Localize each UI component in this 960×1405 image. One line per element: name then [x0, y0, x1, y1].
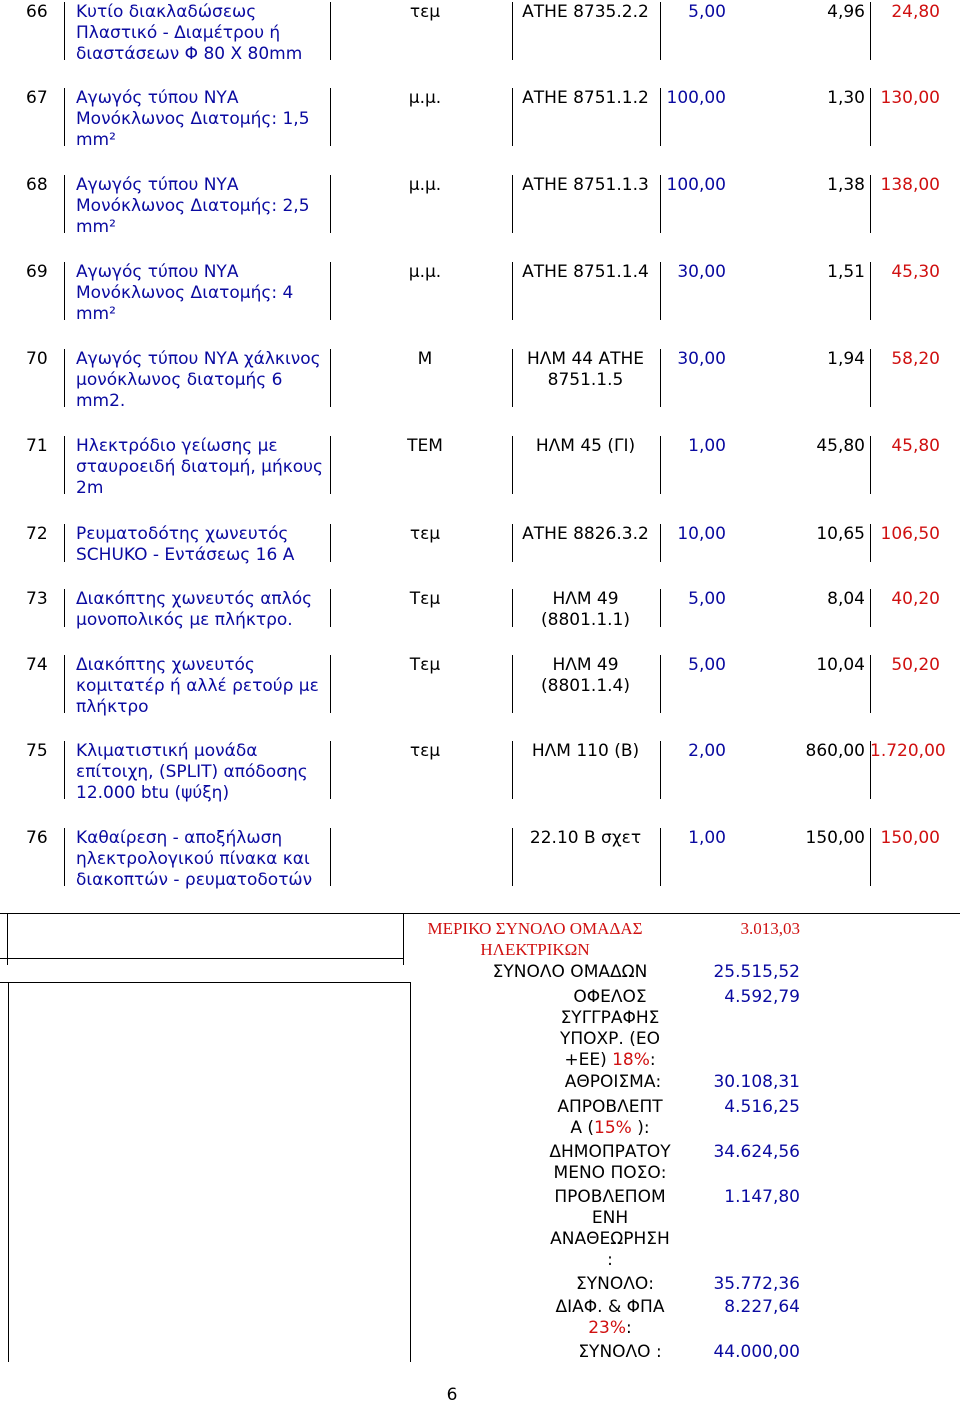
- item-description: Ρευματοδότης χωνευτός SCHUKO - Εντάσεως 16 Α: [76, 524, 295, 565]
- column-divider: [64, 589, 65, 627]
- item-quantity: 5,00: [688, 655, 726, 675]
- column-divider: [660, 88, 661, 146]
- item-number: 69: [26, 262, 48, 282]
- item-code: ΑΤΗΕ 8751.1.2: [522, 88, 649, 108]
- athroisma-label: ΑΘΡΟΙΣΜΑ:: [564, 1072, 662, 1092]
- item-unit-price: 150,00: [805, 828, 865, 848]
- ofelos-label: ΟΦΕΛΟΣ ΣΥΓΓΡΑΦΗΣ ΥΠΟΧΡ. (ΕΟ +ΕΕ) 18%:: [559, 987, 660, 1070]
- item-total: 138,00: [880, 175, 940, 195]
- column-divider: [512, 349, 513, 407]
- item-code: ΑΤΗΕ 8751.1.4: [522, 262, 649, 282]
- column-divider: [870, 349, 871, 407]
- item-total: 45,80: [891, 436, 940, 456]
- column-divider: [512, 2, 513, 60]
- item-total: 40,20: [891, 589, 940, 609]
- item-quantity: 100,00: [666, 175, 726, 195]
- item-number: 66: [26, 2, 48, 22]
- page-number: 6: [446, 1385, 458, 1405]
- item-description: Αγωγός τύπου ΝΥΑ χάλκινος μονόκλωνος διατομής 6 mm2.: [76, 349, 321, 411]
- column-divider: [64, 655, 65, 713]
- column-divider: [64, 175, 65, 233]
- column-divider: [512, 828, 513, 886]
- item-number: 70: [26, 349, 48, 369]
- item-code: ΗΛΜ 45 (ΓΙ): [535, 436, 636, 456]
- column-divider: [64, 741, 65, 799]
- item-number: 67: [26, 88, 48, 108]
- item-unit: Τεμ: [409, 655, 441, 675]
- item-unit: τεμ: [409, 2, 441, 22]
- column-divider: [330, 349, 331, 407]
- item-total: 150,00: [880, 828, 940, 848]
- column-divider: [660, 655, 661, 713]
- table-row: [0, 349, 960, 411]
- aprovlepta-value: 4.516,25: [724, 1097, 800, 1117]
- item-quantity: 100,00: [666, 88, 726, 108]
- item-quantity: 1,00: [688, 436, 726, 456]
- item-number: 75: [26, 741, 48, 761]
- item-quantity: 10,00: [677, 524, 726, 544]
- item-quantity: 1,00: [688, 828, 726, 848]
- column-divider: [660, 2, 661, 60]
- column-divider: [64, 88, 65, 146]
- item-unit-price: 45,80: [816, 436, 865, 456]
- item-unit: Μ: [417, 349, 433, 369]
- summary-inner-rule-2: [0, 982, 410, 983]
- aprovlepta-label: ΑΠΡΟΒΛΕΠΤ Α (15% ):: [557, 1097, 663, 1138]
- summary-left-rule: [7, 913, 8, 965]
- anatheorisi-label: ΠΡΟΒΛΕΠΟΜ ΕΝΗ ΑΝΑΘΕΩΡΗΣΗ :: [550, 1187, 670, 1270]
- item-total: 130,00: [880, 88, 940, 108]
- summary-left-rule-2: [8, 982, 9, 1362]
- item-code: ΗΛΜ 44 ΑΤΗΕ 8751.1.5: [526, 349, 645, 390]
- final-total-label: ΣΥΝΟΛΟ :: [578, 1342, 662, 1362]
- item-unit-price: 4,96: [827, 2, 865, 22]
- summary-mid-rule-2: [410, 982, 411, 1362]
- column-divider: [660, 524, 661, 562]
- fpa-value: 8.227,64: [724, 1297, 800, 1317]
- column-divider: [64, 349, 65, 407]
- partial-total-label: ΜΕΡΙΚΟ ΣΥΝΟΛΟ ΟΜΑΔΑΣ ΗΛΕΚΤΡΙΚΩΝ: [427, 919, 643, 959]
- column-divider: [330, 655, 331, 713]
- item-total: 106,50: [880, 524, 940, 544]
- item-quantity: 5,00: [688, 589, 726, 609]
- column-divider: [660, 262, 661, 320]
- column-divider: [660, 436, 661, 494]
- item-code: 22.10 Β σχετ: [529, 828, 642, 848]
- column-divider: [64, 262, 65, 320]
- column-divider: [870, 175, 871, 233]
- fpa-label: ΔΙΑΦ. & ΦΠΑ 23%:: [555, 1297, 665, 1338]
- column-divider: [512, 655, 513, 713]
- item-quantity: 2,00: [688, 741, 726, 761]
- column-divider: [64, 436, 65, 494]
- table-row: [0, 436, 960, 498]
- item-number: 72: [26, 524, 48, 544]
- summary-inner-rule: [0, 958, 404, 959]
- column-divider: [660, 175, 661, 233]
- column-divider: [870, 88, 871, 146]
- column-divider: [330, 88, 331, 146]
- partial-total-value: 3.013,03: [740, 919, 800, 938]
- item-code: ΑΤΗΕ 8735.2.2: [522, 2, 649, 22]
- item-description: Ηλεκτρόδιο γείωσης με σταυροειδή διατομή, μήκους 2m: [76, 436, 323, 498]
- column-divider: [512, 741, 513, 799]
- item-quantity: 30,00: [677, 262, 726, 282]
- column-divider: [512, 436, 513, 494]
- table-row: [0, 175, 960, 237]
- item-total: 45,30: [891, 262, 940, 282]
- item-unit-price: 8,04: [827, 589, 865, 609]
- column-divider: [870, 655, 871, 713]
- column-divider: [330, 2, 331, 60]
- column-divider: [330, 741, 331, 799]
- table-row: [0, 741, 960, 803]
- column-divider: [512, 589, 513, 627]
- column-divider: [330, 436, 331, 494]
- table-row: [0, 2, 960, 64]
- column-divider: [870, 589, 871, 627]
- column-divider: [512, 524, 513, 562]
- column-divider: [660, 828, 661, 886]
- synolo-value: 35.772,36: [713, 1274, 800, 1294]
- table-row: [0, 589, 960, 631]
- column-divider: [870, 524, 871, 562]
- column-divider: [512, 175, 513, 233]
- item-unit: τεμ: [409, 741, 441, 761]
- column-divider: [660, 349, 661, 407]
- item-code: ΗΛΜ 49 (8801.1.1): [541, 589, 630, 630]
- column-divider: [330, 524, 331, 562]
- item-code: ΗΛΜ 49 (8801.1.4): [541, 655, 630, 696]
- item-total: 24,80: [891, 2, 940, 22]
- column-divider: [870, 2, 871, 60]
- column-divider: [330, 175, 331, 233]
- item-total: 58,20: [891, 349, 940, 369]
- column-divider: [870, 828, 871, 886]
- item-number: 76: [26, 828, 48, 848]
- column-divider: [870, 741, 871, 799]
- dimoprat-value: 34.624,56: [713, 1142, 800, 1162]
- column-divider: [512, 262, 513, 320]
- groups-total-label: ΣΥΝΟΛΟ ΟΜΑΔΩΝ: [492, 962, 648, 982]
- item-description: Καθαίρεση - αποξήλωση ηλεκτρολογικού πίνακα και διακοπτών - ρευματοδοτών: [76, 828, 313, 890]
- item-unit-price: 1,51: [827, 262, 865, 282]
- item-total: 50,20: [891, 655, 940, 675]
- item-code: ΑΤΗΕ 8751.1.3: [522, 175, 649, 195]
- column-divider: [330, 262, 331, 320]
- column-divider: [64, 524, 65, 562]
- table-row: [0, 828, 960, 890]
- item-code: ΑΤΗΕ 8826.3.2: [522, 524, 649, 544]
- item-number: 68: [26, 175, 48, 195]
- column-divider: [330, 828, 331, 886]
- item-total: 1.720,00: [870, 741, 946, 761]
- item-quantity: 30,00: [677, 349, 726, 369]
- item-unit-price: 1,30: [827, 88, 865, 108]
- column-divider: [870, 262, 871, 320]
- item-unit: τεμ: [409, 524, 441, 544]
- summary-top-rule: [0, 913, 960, 914]
- item-description: Διακόπτης χωνευτός απλός μονοπολικός με πλήκτρο.: [76, 589, 313, 630]
- table-row: [0, 655, 960, 717]
- column-divider: [512, 88, 513, 146]
- anatheorisi-value: 1.147,80: [724, 1187, 800, 1207]
- item-description: Διακόπτης χωνευτός κομιτατέρ ή αλλέ ρετούρ με πλήκτρο: [76, 655, 319, 717]
- dimoprat-label: ΔΗΜΟΠΡΑΤΟΥ ΜΕΝΟ ΠΟΣΟ:: [549, 1142, 671, 1183]
- item-unit-price: 860,00: [805, 741, 865, 761]
- item-unit: μ.μ.: [408, 88, 442, 108]
- item-unit: μ.μ.: [408, 262, 442, 282]
- synolo-label: ΣΥΝΟΛΟ:: [576, 1274, 654, 1294]
- item-unit: Τεμ: [409, 589, 441, 609]
- athroisma-value: 30.108,31: [713, 1072, 800, 1092]
- item-unit: μ.μ.: [408, 175, 442, 195]
- item-description: Αγωγός τύπου ΝΥΑ Μονόκλωνος Διατομής: 1,5 mm²: [76, 88, 310, 150]
- final-total-value: 44.000,00: [713, 1342, 800, 1362]
- item-code: ΗΛΜ 110 (Β): [531, 741, 640, 761]
- item-unit-price: 10,04: [816, 655, 865, 675]
- item-description: Αγωγός τύπου ΝΥΑ Μονόκλωνος Διατομής: 4 mm²: [76, 262, 294, 324]
- column-divider: [660, 741, 661, 799]
- item-number: 74: [26, 655, 48, 675]
- column-divider: [64, 828, 65, 886]
- groups-total-value: 25.515,52: [713, 962, 800, 982]
- table-row: [0, 88, 960, 150]
- item-number: 73: [26, 589, 48, 609]
- item-unit-price: 1,94: [827, 349, 865, 369]
- item-unit-price: 1,38: [827, 175, 865, 195]
- item-unit: ΤΕΜ: [407, 436, 443, 456]
- table-row: [0, 262, 960, 324]
- item-description: Κλιματιστική μονάδα επίτοιχη, (SPLIT) απόδοσης 12.000 btu (ψύξη): [76, 741, 308, 803]
- item-number: 71: [26, 436, 48, 456]
- column-divider: [64, 2, 65, 60]
- column-divider: [660, 589, 661, 627]
- column-divider: [330, 589, 331, 627]
- table-row: [0, 524, 960, 566]
- item-description: Αγωγός τύπου ΝΥΑ Μονόκλωνος Διατομής: 2,5 mm²: [76, 175, 310, 237]
- item-unit-price: 10,65: [816, 524, 865, 544]
- ofelos-value: 4.592,79: [724, 987, 800, 1007]
- column-divider: [870, 436, 871, 494]
- item-description: Κυτίο διακλαδώσεως Πλαστικό - Διαμέτρου ή διαστάσεων Φ 80 Χ 80mm: [76, 2, 303, 64]
- item-quantity: 5,00: [688, 2, 726, 22]
